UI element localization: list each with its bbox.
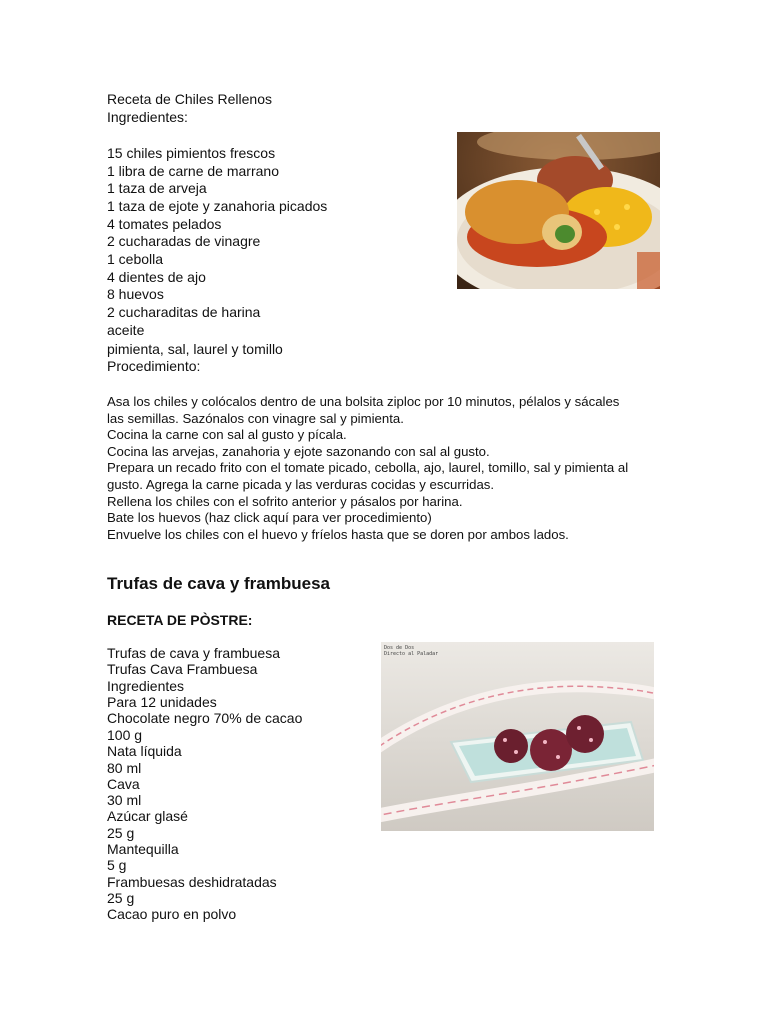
ingredient-item: 2 cucharadas de vinagre (107, 233, 261, 249)
ingredient-item: 1 libra de carne de marrano (107, 163, 279, 179)
ingredient-item: 2 cucharaditas de harina (107, 304, 261, 320)
recipe2-line: Cacao puro en polvo (107, 906, 237, 922)
recipe2-line: 25 g (107, 825, 135, 841)
ingredient-item: 1 taza de arveja (107, 180, 207, 196)
recipe2-line: Chocolate negro 70% de cacao (107, 710, 303, 726)
ingredient-item: 1 taza de ejote y zanahoria picados (107, 198, 328, 214)
recipe2-line: Para 12 unidades (107, 694, 217, 710)
recipe2-heading: Trufas de cava y frambuesa (107, 574, 331, 593)
procedure-line: Envuelve los chiles con el huevo y fríelos hasta que se doren por ambos lados. (107, 526, 569, 542)
procedure-line: Rellena los chiles con el sofrito anterior y pásalos por harina. (107, 493, 463, 509)
ingredient-item: 8 huevos (107, 286, 164, 302)
ingredient-item: 4 dientes de ajo (107, 269, 206, 285)
recipe2-line: Nata líquida (107, 743, 182, 759)
recipe1-procedure (107, 394, 667, 543)
recipe2-line: 30 ml (107, 792, 142, 808)
chiles-rellenos-photo (457, 132, 660, 289)
recipe2-line: 25 g (107, 890, 135, 906)
recipe2-line: Ingredientes (107, 678, 185, 694)
procedure-line: Cocina la carne con sal al gusto y pícala. (107, 427, 347, 443)
recipe2-line: 5 g (107, 857, 127, 873)
recipe2-subheading: RECETA DE PÒSTRE: (107, 612, 253, 628)
procedure-line: las semillas. Sazónalos con vinagre sal y pimienta. (107, 410, 404, 426)
recipe2-line: Azúcar glasé (107, 808, 188, 824)
recipe2-line: Trufas de cava y frambuesa (107, 645, 281, 661)
recipe1-procedure-label: Procedimiento: (107, 358, 201, 374)
photo-watermark: Dos de Dos Directo al Paladar (384, 645, 439, 657)
ingredient-item: 4 tomates pelados (107, 216, 222, 232)
recipe2-line: 100 g (107, 727, 143, 743)
procedure-line: Prepara un recado frito con el tomate picado, cebolla, ajo, laurel, tomillo, sal y pimienta al (107, 460, 629, 476)
recipe2-line: Frambuesas deshidratadas (107, 874, 277, 890)
recipe1-ingredients-label: Ingredientes: (107, 109, 188, 125)
ingredient-item: 15 chiles pimientos frescos (107, 145, 276, 161)
procedure-line: Cocina las arvejas, zanahoria y ejote sazonando con sal al gusto. (107, 443, 490, 459)
ingredient-item: aceite (107, 322, 145, 338)
procedure-line: gusto. Agrega la carne picada y las verduras cocidas y escurridas. (107, 476, 495, 492)
ingredient-item: 1 cebolla (107, 251, 164, 267)
recipe2-line: Mantequilla (107, 841, 179, 857)
recipe1-title: Receta de Chiles Rellenos (107, 91, 272, 107)
ingredient-item: pimienta, sal, laurel y tomillo (107, 341, 283, 357)
recipe2-line: 80 ml (107, 760, 142, 776)
trufas-photo (381, 642, 654, 831)
procedure-line: Bate los huevos (haz click aquí para ver procedimiento) (107, 510, 432, 526)
recipe2-line: Trufas Cava Frambuesa (107, 661, 258, 677)
recipe2-line: Cava (107, 776, 140, 792)
procedure-line: Asa los chiles y colócalos dentro de una bolsita ziploc por 10 minutos, pélalos y sácales (107, 394, 620, 409)
